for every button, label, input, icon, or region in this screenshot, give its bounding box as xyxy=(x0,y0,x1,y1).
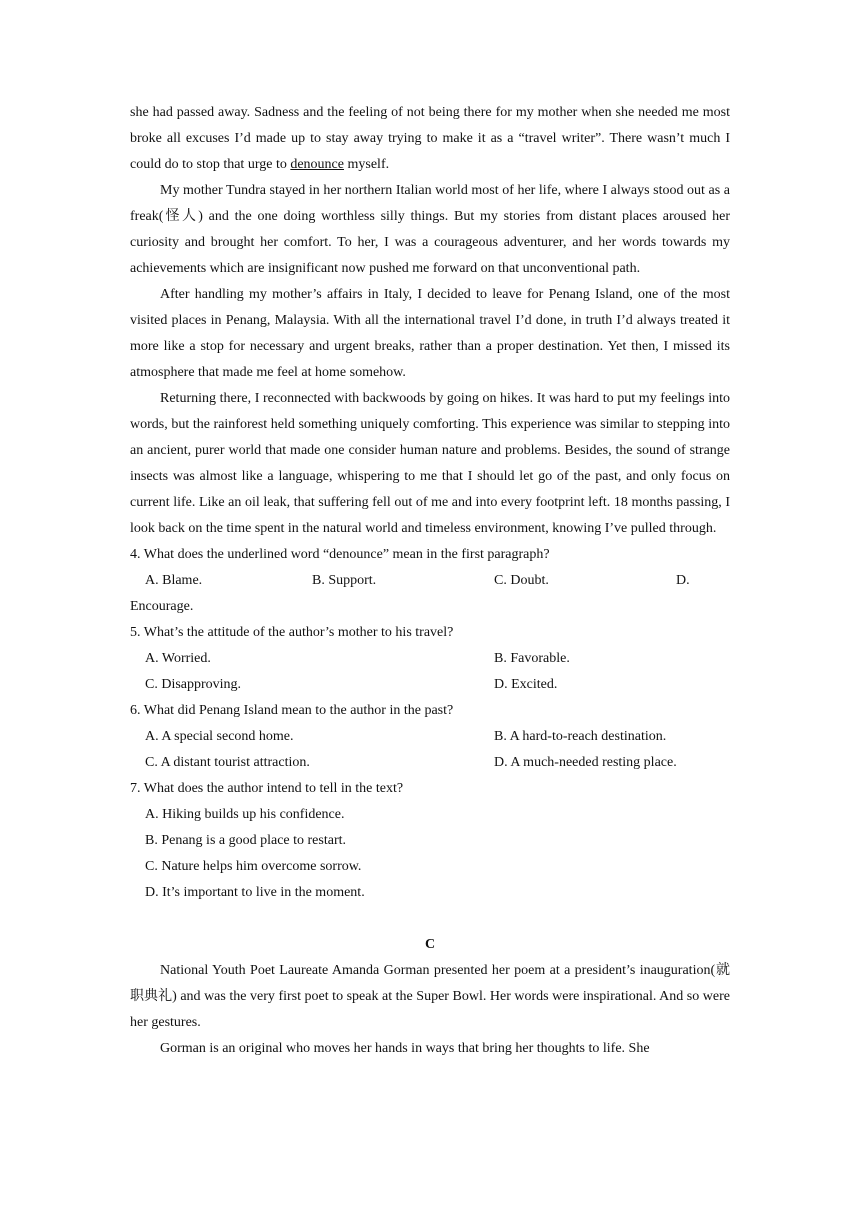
paragraph-text: myself. xyxy=(344,157,390,172)
question-7 xyxy=(130,776,730,906)
section-heading: C xyxy=(424,937,436,952)
paragraph-1 xyxy=(130,100,730,178)
option-d: D. It’s important to live in the moment. xyxy=(145,885,365,900)
answer-options-row-2 xyxy=(130,750,730,776)
option-d: D. xyxy=(676,573,690,588)
question-stem: 4. What does the underlined word “denounce” mean in the first paragraph? xyxy=(130,547,550,562)
underlined-word: denounce xyxy=(290,157,344,172)
option-b: B. Favorable. xyxy=(494,651,570,666)
question-5 xyxy=(130,620,730,698)
option-a: A. A special second home. xyxy=(145,729,294,744)
paragraph-3: After handling my mother’s affairs in Italy, I decided to leave for Penang Island, one of the most visited places in Penang, Malaysia. With all the international travel I’d done, in truth I’d always treated it more like a stop for necessary and urgent breaks, rather than a proper destination. Yet then, I missed its atmosphere that made me feel at home somehow. xyxy=(130,287,730,380)
option-d-text: Encourage. xyxy=(130,599,194,614)
paragraph-2: My mother Tundra stayed in her northern Italian world most of her life, where I always stood out as a freak(怪人) and the one doing worthless silly things. But my stories from distant places aroused her curiosity and brought her comfort. To her, I was a courageous adventurer, and her words towards my achievements which are insignificant now pushed me forward on that unconventional path. xyxy=(130,183,730,276)
question-stem: 5. What’s the attitude of the author’s mother to his travel? xyxy=(130,625,454,640)
paragraph-text: she had passed away. Sadness and the feeling of not being there for my mother when she needed me most broke all excuses I’d made up to stay away trying to make it as a “travel writer”. There wasn’t much I could do to stop that urge to xyxy=(130,105,730,172)
option-a: A. Blame. xyxy=(145,573,203,588)
answer-options-row-1 xyxy=(130,724,730,750)
option-a: A. Worried. xyxy=(145,651,211,666)
option-c: C. Nature helps him overcome sorrow. xyxy=(145,859,362,874)
option-d: D. A much-needed resting place. xyxy=(494,755,677,770)
passage-c-paragraph-1: National Youth Poet Laureate Amanda Gorman presented her poem at a president’s inauguration(就职典礼) and was the very first poet to speak at the Super Bowl. Her words were inspirational. And so were her gestures. xyxy=(130,963,730,1030)
option-d: D. Excited. xyxy=(494,677,558,692)
answer-options-row-1 xyxy=(130,646,730,672)
question-4 xyxy=(130,542,730,620)
answer-options xyxy=(130,568,730,594)
question-stem: 7. What does the author intend to tell in the text? xyxy=(130,781,404,796)
option-a: A. Hiking builds up his confidence. xyxy=(145,807,345,822)
paragraph-4: Returning there, I reconnected with backwoods by going on hikes. It was hard to put my feelings into words, but the rainforest held something uniquely comforting. This experience was similar to stepping into an ancient, purer world that made one consider human nature and problems. Besides, the sound of strange insects was almost like a language, whispering to me that I should let go of the past, and only focus on current life. Like an oil leak, that suffering fell out of me and into every footprint left. 18 months passing, I look back on the time spent in the natural world and timeless environment, knowing I’ve pulled through. xyxy=(130,391,730,536)
question-6 xyxy=(130,698,730,776)
option-c: C. Disapproving. xyxy=(145,677,242,692)
option-b: B. A hard-to-reach destination. xyxy=(494,729,667,744)
question-stem: 6. What did Penang Island mean to the author in the past? xyxy=(130,703,454,718)
option-b: B. Penang is a good place to restart. xyxy=(145,833,347,848)
document-body xyxy=(130,100,730,1062)
option-c: C. Doubt. xyxy=(494,573,549,588)
option-b: B. Support. xyxy=(312,573,377,588)
passage-c-paragraph-2: Gorman is an original who moves her hands in ways that bring her thoughts to life. She xyxy=(160,1041,650,1056)
option-c: C. A distant tourist attraction. xyxy=(145,755,310,770)
answer-options-row-2 xyxy=(130,672,730,698)
